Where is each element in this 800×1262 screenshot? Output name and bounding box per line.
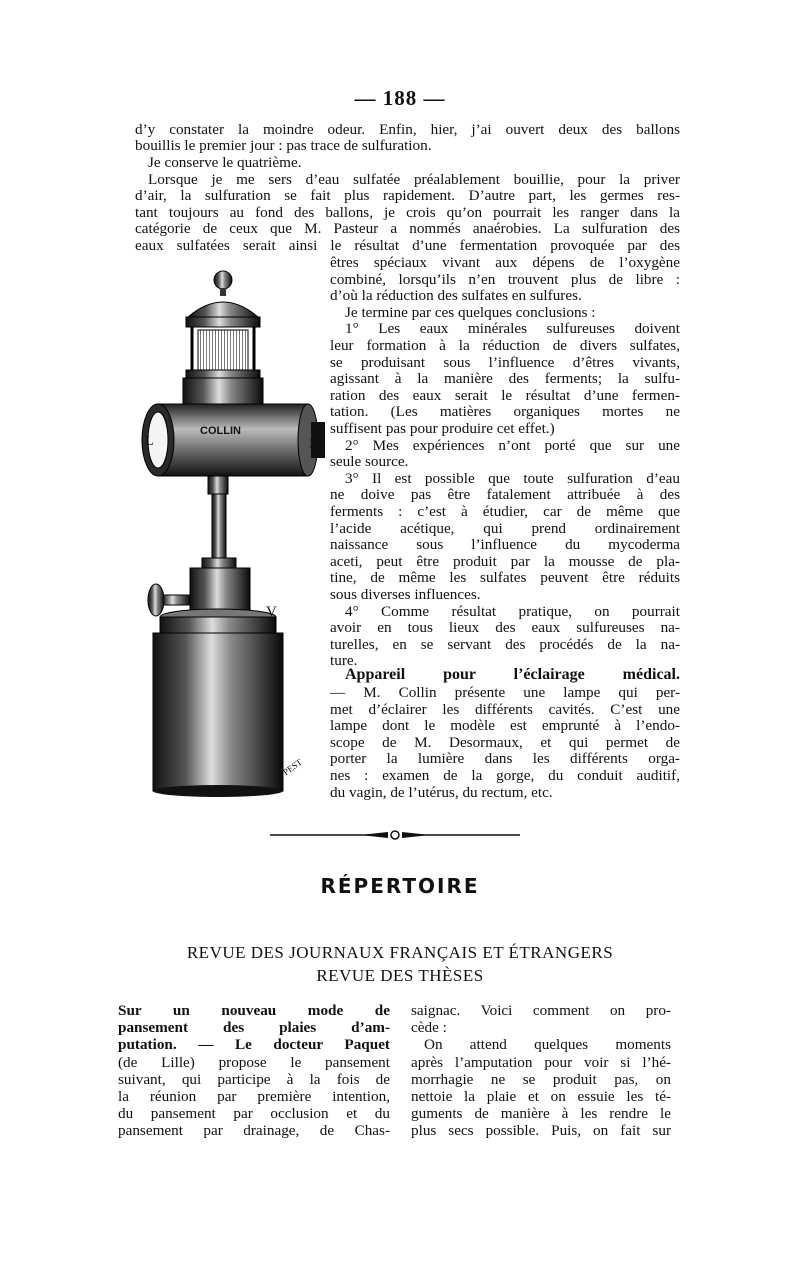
body-line: se produisant sous l’influence d’êtres vivants, <box>330 353 680 371</box>
body-line: plus secs possible. Puis, on fait sur <box>411 1122 671 1140</box>
body-line: ne doive pas être fatalement attribuée à des <box>330 486 680 504</box>
body-line: pansement par drainage, de Chas- <box>118 1122 390 1140</box>
body-line: sous diverses influences. <box>330 586 481 603</box>
revue-title-1: REVUE DES JOURNAUX FRANÇAIS ET ÉTRANGERS <box>186 943 614 962</box>
body-line: porter la lumière dans les différents orga- <box>330 750 680 768</box>
body-line: la réunion par première intention, <box>118 1088 390 1105</box>
body-line: Lorsque je me sers d’eau sulfatée préalablement bouillie, pour la priver <box>148 171 680 188</box>
collin-lamp-illustration <box>128 262 338 802</box>
body-line: met d’éclairer les différents cavités. C’est une <box>330 700 680 718</box>
body-line: 1° Les eaux minérales sulfureuses doivent <box>345 320 680 338</box>
body-line: tation. (Les matières organiques mortes ne <box>330 403 680 421</box>
body-line: aceti, peut être produit par la mousse de pla- <box>330 552 680 570</box>
body-line: bouillis le premier jour : pas trace de sulfuration. <box>135 137 432 154</box>
body-line: lampe dont le modèle est emprunté à l’endo- <box>330 717 680 735</box>
body-line: 2° Mes expériences n’ont porté que sur une <box>345 436 680 454</box>
body-line: — M. Collin présente une lampe qui per- <box>330 684 680 701</box>
body-line: d’y constater la moindre odeur. Enfin, hier, j’ai ouvert deux des ballons <box>135 121 680 138</box>
body-line: d’où la réduction des sulfates en sulfures. <box>330 287 582 305</box>
body-line: catégorie de ceux que M. Pasteur a nommés anaérobies. La sulfuration des <box>135 220 680 237</box>
body-line: 4° Comme résultat pratique, on pourrait <box>345 602 680 620</box>
body-line: seule source. <box>330 453 409 471</box>
body-line: combiné, lorsqu’ils n’en trouvent plus de libre : <box>330 270 680 288</box>
body-line: l’acide acétique, qui prend ordinairement <box>330 519 680 537</box>
body-line: 3° Il est possible que toute sulfuration d’eau <box>345 469 680 487</box>
body-line: du vagin, de l’utérus, du rectum, etc. <box>330 783 553 801</box>
body-line: tine, de même les sulfates peuvent être réduits <box>330 569 680 587</box>
body-line: Sur un nouveau mode de <box>118 1002 390 1019</box>
body-line: morrhagie ne se produit pas, on <box>411 1070 671 1088</box>
figure-label-l: L <box>145 434 154 449</box>
section-heading-appareil: Appareil pour l’éclairage médical. <box>345 666 680 683</box>
brand-label: COLLIN <box>200 425 241 437</box>
ornamental-divider <box>270 829 520 841</box>
body-line: ferments : c’est à étudier, car de même que <box>330 503 680 520</box>
figure-label-m: M <box>309 436 323 452</box>
figure-label-v: V <box>266 604 277 620</box>
body-line: cède : <box>411 1019 447 1037</box>
body-line: guments de manière à les rendre le <box>411 1105 671 1123</box>
body-line: suivant, qui participe à la fois de <box>118 1070 390 1088</box>
body-line: saignac. Voici comment on pro- <box>411 1002 671 1019</box>
body-line: putation. — Le docteur Paquet <box>118 1036 390 1054</box>
body-line: eaux sulfatées serait ainsi le résultat d’une fermentation provoquée par des <box>135 237 680 254</box>
page-number: — 188 — <box>354 86 446 110</box>
revue-title-2: REVUE DES THÈSES <box>316 966 484 985</box>
body-line: agissant à la manière des ferments; la sulfu- <box>330 370 680 388</box>
body-line: On attend quelques moments <box>424 1036 671 1054</box>
body-line: ration des eaux serait le résultat d’une fermen- <box>330 386 680 404</box>
body-line: scope de M. Desormaux, et qui permet de <box>330 733 680 751</box>
body-line: naissance sous l’influence du mycoderma <box>330 536 680 554</box>
body-line: nes : examen de la gorge, du conduit auditif, <box>330 767 680 784</box>
body-line: tant toujours au fond des ballons, je crois qu’on pourrait les ranger dans la <box>135 204 680 221</box>
body-line: du pansement par occlusion et du <box>118 1105 390 1123</box>
body-line: suffisent pas pour produire cet effet.) <box>330 420 555 437</box>
body-line: d’air, la sulfuration se fait plus rapidement. D’autre part, les germes res- <box>135 187 680 204</box>
body-line: êtres spéciaux vivant aux dépens de l’oxygène <box>330 254 680 271</box>
body-line: Je termine par ces quelques conclusions : <box>345 303 596 321</box>
body-line: pansement des plaies d’am- <box>118 1019 390 1037</box>
engraver-signature: PEST <box>281 756 304 778</box>
section-title-repertoire: RÉPERTOIRE <box>320 874 480 898</box>
body-line: leur formation à la réduction de divers sulfates, <box>330 337 680 354</box>
body-line: Je conserve le quatrième. <box>148 154 302 171</box>
body-line: ture. <box>330 652 358 670</box>
body-line: après l’amputation pour voir si l’hé- <box>411 1053 671 1071</box>
body-line: nettoie la plaie et on essuie les té- <box>411 1088 671 1105</box>
body-line: (de Lille) propose le pansement <box>118 1053 390 1071</box>
body-line: turelles, en se servant des procédés de la na- <box>330 635 680 653</box>
body-line: avoir en tous lieux des eaux sulfureuses na- <box>330 619 680 637</box>
